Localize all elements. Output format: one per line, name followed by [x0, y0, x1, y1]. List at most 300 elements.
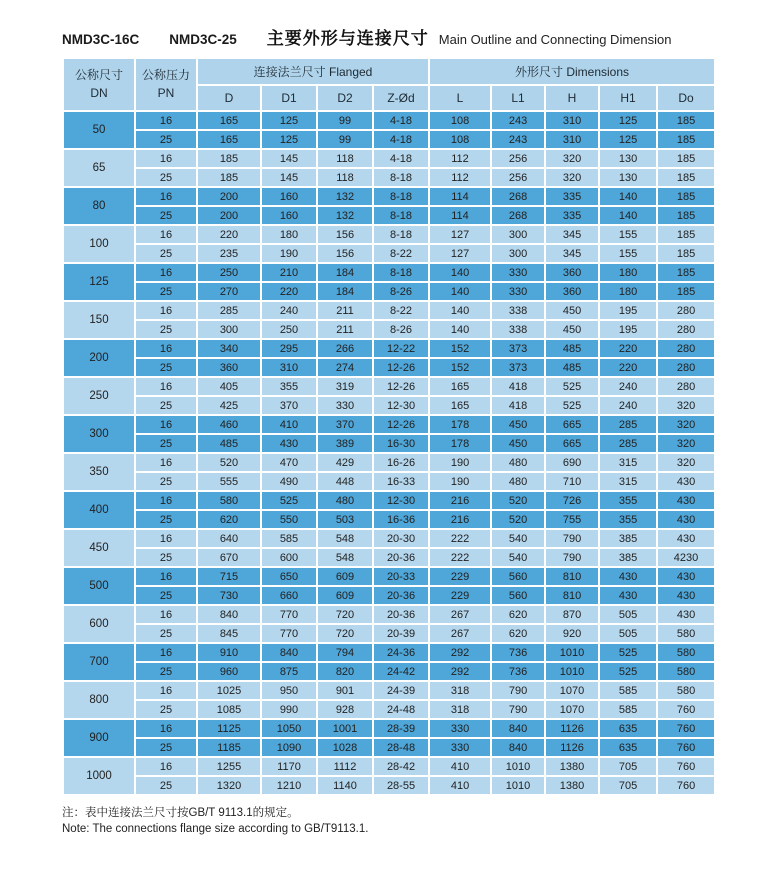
value-cell: 430: [658, 530, 714, 547]
value-cell: 840: [262, 644, 316, 661]
value-cell: 12-26: [374, 416, 428, 433]
value-cell: 118: [318, 150, 372, 167]
value-cell: 460: [198, 416, 260, 433]
table-row: [64, 720, 714, 737]
value-cell: 280: [658, 378, 714, 395]
value-cell: 285: [600, 435, 656, 452]
value-cell: 145: [262, 150, 316, 167]
header-pn: [136, 59, 196, 110]
value-cell: 156: [318, 226, 372, 243]
value-cell: 430: [658, 568, 714, 585]
dn-cell: 400: [64, 492, 134, 528]
value-cell: 505: [600, 606, 656, 623]
pn-cell: 16: [136, 606, 196, 623]
value-cell: 320: [658, 435, 714, 452]
pn-cell: 25: [136, 321, 196, 338]
value-cell: 140: [600, 207, 656, 224]
value-cell: 315: [600, 454, 656, 471]
pn-cell: 16: [136, 150, 196, 167]
value-cell: 178: [430, 435, 490, 452]
value-cell: 485: [546, 359, 598, 376]
value-cell: 330: [318, 397, 372, 414]
value-cell: 267: [430, 625, 490, 642]
value-cell: 160: [262, 188, 316, 205]
value-cell: 430: [600, 568, 656, 585]
value-cell: 760: [658, 701, 714, 718]
value-cell: 185: [658, 169, 714, 186]
value-cell: 318: [430, 682, 490, 699]
value-cell: 268: [492, 188, 544, 205]
value-cell: 520: [492, 511, 544, 528]
value-cell: 550: [262, 511, 316, 528]
dn-cell: 80: [64, 188, 134, 224]
value-cell: 470: [262, 454, 316, 471]
model-number-1: NMD3C-16C: [62, 32, 140, 47]
dn-cell: 1000: [64, 758, 134, 794]
value-cell: 243: [492, 112, 544, 129]
value-cell: 345: [546, 245, 598, 262]
value-cell: 450: [492, 435, 544, 452]
header-col-D1: D1: [262, 86, 316, 110]
header-col-H1: H1: [600, 86, 656, 110]
value-cell: 165: [430, 378, 490, 395]
value-cell: 280: [658, 340, 714, 357]
value-cell: 195: [600, 302, 656, 319]
value-cell: 609: [318, 587, 372, 604]
value-cell: 222: [430, 549, 490, 566]
value-cell: 28-55: [374, 777, 428, 794]
value-cell: 525: [262, 492, 316, 509]
value-cell: 184: [318, 264, 372, 281]
spec-table: [62, 57, 716, 796]
value-cell: 160: [262, 207, 316, 224]
value-cell: 12-30: [374, 397, 428, 414]
value-cell: 24-39: [374, 682, 428, 699]
value-cell: 320: [658, 397, 714, 414]
value-cell: 385: [600, 549, 656, 566]
spec-table-body: [64, 112, 714, 794]
table-row: [64, 397, 714, 414]
value-cell: 280: [658, 359, 714, 376]
value-cell: 220: [198, 226, 260, 243]
pn-cell: 25: [136, 207, 196, 224]
value-cell: 8-22: [374, 245, 428, 262]
value-cell: 185: [658, 150, 714, 167]
pn-cell: 25: [136, 587, 196, 604]
value-cell: 155: [600, 245, 656, 262]
value-cell: 425: [198, 397, 260, 414]
value-cell: 794: [318, 644, 372, 661]
value-cell: 620: [492, 625, 544, 642]
table-row: [64, 606, 714, 623]
value-cell: 320: [546, 150, 598, 167]
value-cell: 220: [262, 283, 316, 300]
pn-cell: 16: [136, 454, 196, 471]
table-row: [64, 131, 714, 148]
page-title: [62, 24, 671, 49]
value-cell: 330: [430, 739, 490, 756]
value-cell: 12-26: [374, 359, 428, 376]
value-cell: 1210: [262, 777, 316, 794]
dn-cell: 200: [64, 340, 134, 376]
dn-cell: 150: [64, 302, 134, 338]
pn-cell: 25: [136, 435, 196, 452]
value-cell: 24-36: [374, 644, 428, 661]
value-cell: 770: [262, 625, 316, 642]
pn-cell: 16: [136, 226, 196, 243]
pn-cell: 25: [136, 245, 196, 262]
value-cell: 715: [198, 568, 260, 585]
value-cell: 1010: [492, 777, 544, 794]
value-cell: 200: [198, 188, 260, 205]
value-cell: 355: [600, 511, 656, 528]
table-row: [64, 739, 714, 756]
value-cell: 1001: [318, 720, 372, 737]
pn-cell: 25: [136, 473, 196, 490]
value-cell: 1028: [318, 739, 372, 756]
pn-cell: 25: [136, 701, 196, 718]
value-cell: 485: [198, 435, 260, 452]
value-cell: 705: [600, 777, 656, 794]
value-cell: 8-18: [374, 226, 428, 243]
value-cell: 190: [430, 454, 490, 471]
value-cell: 820: [318, 663, 372, 680]
value-cell: 165: [198, 131, 260, 148]
value-cell: 127: [430, 226, 490, 243]
value-cell: 910: [198, 644, 260, 661]
value-cell: 990: [262, 701, 316, 718]
value-cell: 20-30: [374, 530, 428, 547]
value-cell: 185: [658, 245, 714, 262]
value-cell: 430: [658, 587, 714, 604]
value-cell: 130: [600, 150, 656, 167]
value-cell: 180: [262, 226, 316, 243]
value-cell: 560: [492, 568, 544, 585]
value-cell: 285: [198, 302, 260, 319]
value-cell: 345: [546, 226, 598, 243]
value-cell: 20-39: [374, 625, 428, 642]
dn-cell: 50: [64, 112, 134, 148]
value-cell: 4-18: [374, 150, 428, 167]
value-cell: 1320: [198, 777, 260, 794]
value-cell: 256: [492, 150, 544, 167]
dn-cell: 350: [64, 454, 134, 490]
value-cell: 185: [658, 226, 714, 243]
value-cell: 185: [198, 169, 260, 186]
value-cell: 114: [430, 188, 490, 205]
value-cell: 240: [262, 302, 316, 319]
value-cell: 99: [318, 112, 372, 129]
value-cell: 790: [492, 701, 544, 718]
value-cell: 1025: [198, 682, 260, 699]
value-cell: 790: [546, 530, 598, 547]
table-row: [64, 568, 714, 585]
table-row: [64, 454, 714, 471]
value-cell: 1010: [492, 758, 544, 775]
footnote-chinese: 注：表中连接法兰尺寸按GB/T 9113.1的规定。: [62, 807, 299, 819]
value-cell: 650: [262, 568, 316, 585]
value-cell: 180: [600, 283, 656, 300]
value-cell: 155: [600, 226, 656, 243]
value-cell: 430: [600, 587, 656, 604]
value-cell: 140: [430, 302, 490, 319]
header-col-H: H: [546, 86, 598, 110]
value-cell: 540: [492, 530, 544, 547]
value-cell: 220: [600, 359, 656, 376]
spec-table-header: [64, 59, 714, 110]
value-cell: 720: [318, 606, 372, 623]
value-cell: 28-39: [374, 720, 428, 737]
value-cell: 99: [318, 131, 372, 148]
value-cell: 355: [262, 378, 316, 395]
dn-cell: 800: [64, 682, 134, 718]
table-row: [64, 473, 714, 490]
table-row: [64, 359, 714, 376]
value-cell: 1185: [198, 739, 260, 756]
value-cell: 580: [658, 644, 714, 661]
value-cell: 505: [600, 625, 656, 642]
value-cell: 405: [198, 378, 260, 395]
value-cell: 335: [546, 207, 598, 224]
value-cell: 20-36: [374, 606, 428, 623]
value-cell: 920: [546, 625, 598, 642]
value-cell: 4230: [658, 549, 714, 566]
value-cell: 335: [546, 188, 598, 205]
value-cell: 24-42: [374, 663, 428, 680]
pn-cell: 25: [136, 283, 196, 300]
value-cell: 620: [198, 511, 260, 528]
table-row: [64, 492, 714, 509]
value-cell: 152: [430, 359, 490, 376]
value-cell: 1170: [262, 758, 316, 775]
footnotes: [62, 806, 368, 837]
value-cell: 635: [600, 739, 656, 756]
value-cell: 185: [198, 150, 260, 167]
value-cell: 165: [198, 112, 260, 129]
value-cell: 338: [492, 321, 544, 338]
value-cell: 960: [198, 663, 260, 680]
value-cell: 736: [492, 663, 544, 680]
value-cell: 580: [658, 663, 714, 680]
value-cell: 840: [492, 720, 544, 737]
value-cell: 28-42: [374, 758, 428, 775]
value-cell: 125: [600, 131, 656, 148]
value-cell: 130: [600, 169, 656, 186]
value-cell: 430: [658, 606, 714, 623]
value-cell: 20-33: [374, 568, 428, 585]
value-cell: 310: [546, 131, 598, 148]
pn-cell: 16: [136, 644, 196, 661]
value-cell: 389: [318, 435, 372, 452]
value-cell: 370: [318, 416, 372, 433]
value-cell: 185: [658, 112, 714, 129]
pn-cell: 25: [136, 511, 196, 528]
value-cell: 585: [600, 701, 656, 718]
pn-cell: 25: [136, 739, 196, 756]
value-cell: 118: [318, 169, 372, 186]
value-cell: 525: [600, 644, 656, 661]
pn-cell: 25: [136, 169, 196, 186]
value-cell: 268: [492, 207, 544, 224]
value-cell: 20-36: [374, 587, 428, 604]
header-pn-sub: PN: [157, 85, 175, 100]
dn-cell: 65: [64, 150, 134, 186]
value-cell: 300: [492, 226, 544, 243]
value-cell: 4-18: [374, 131, 428, 148]
value-cell: 318: [430, 701, 490, 718]
value-cell: 125: [600, 112, 656, 129]
pn-cell: 16: [136, 416, 196, 433]
header-col-Z-Od: Z-Ød: [374, 86, 428, 110]
pn-cell: 16: [136, 340, 196, 357]
value-cell: 480: [318, 492, 372, 509]
pn-cell: 25: [136, 549, 196, 566]
value-cell: 16-30: [374, 435, 428, 452]
table-row: [64, 511, 714, 528]
value-cell: 112: [430, 150, 490, 167]
value-cell: 448: [318, 473, 372, 490]
value-cell: 450: [546, 321, 598, 338]
value-cell: 8-22: [374, 302, 428, 319]
table-row: [64, 701, 714, 718]
value-cell: 450: [546, 302, 598, 319]
value-cell: 185: [658, 207, 714, 224]
table-row: [64, 378, 714, 395]
value-cell: 185: [658, 264, 714, 281]
value-cell: 330: [492, 264, 544, 281]
value-cell: 560: [492, 587, 544, 604]
value-cell: 16-33: [374, 473, 428, 490]
value-cell: 1010: [546, 663, 598, 680]
value-cell: 280: [658, 321, 714, 338]
value-cell: 755: [546, 511, 598, 528]
value-cell: 1085: [198, 701, 260, 718]
value-cell: 292: [430, 644, 490, 661]
value-cell: 320: [658, 416, 714, 433]
table-row: [64, 245, 714, 262]
value-cell: 132: [318, 188, 372, 205]
value-cell: 370: [262, 397, 316, 414]
value-cell: 8-26: [374, 283, 428, 300]
value-cell: 1070: [546, 682, 598, 699]
value-cell: 1380: [546, 777, 598, 794]
value-cell: 710: [546, 473, 598, 490]
value-cell: 490: [262, 473, 316, 490]
value-cell: 840: [492, 739, 544, 756]
value-cell: 216: [430, 511, 490, 528]
table-row: [64, 207, 714, 224]
pn-cell: 25: [136, 359, 196, 376]
dn-cell: 250: [64, 378, 134, 414]
value-cell: 730: [198, 587, 260, 604]
pn-cell: 16: [136, 530, 196, 547]
value-cell: 292: [430, 663, 490, 680]
value-cell: 320: [546, 169, 598, 186]
value-cell: 185: [658, 188, 714, 205]
dn-cell: 450: [64, 530, 134, 566]
header-dn-zh: 公称尺寸: [74, 68, 123, 83]
value-cell: 760: [658, 758, 714, 775]
table-row: [64, 264, 714, 281]
value-cell: 520: [198, 454, 260, 471]
value-cell: 1112: [318, 758, 372, 775]
value-cell: 8-18: [374, 207, 428, 224]
pn-cell: 16: [136, 112, 196, 129]
value-cell: 1050: [262, 720, 316, 737]
value-cell: 760: [658, 777, 714, 794]
value-cell: 410: [430, 758, 490, 775]
header-col-Do: Do: [658, 86, 714, 110]
table-row: [64, 188, 714, 205]
value-cell: 300: [198, 321, 260, 338]
value-cell: 280: [658, 302, 714, 319]
value-cell: 840: [198, 606, 260, 623]
value-cell: 310: [262, 359, 316, 376]
value-cell: 240: [600, 378, 656, 395]
value-cell: 810: [546, 568, 598, 585]
dn-cell: 125: [64, 264, 134, 300]
value-cell: 705: [600, 758, 656, 775]
value-cell: 580: [658, 682, 714, 699]
value-cell: 555: [198, 473, 260, 490]
value-cell: 373: [492, 359, 544, 376]
value-cell: 585: [262, 530, 316, 547]
value-cell: 585: [600, 682, 656, 699]
value-cell: 520: [492, 492, 544, 509]
value-cell: 222: [430, 530, 490, 547]
value-cell: 580: [198, 492, 260, 509]
value-cell: 1140: [318, 777, 372, 794]
value-cell: 250: [198, 264, 260, 281]
dn-cell: 100: [64, 226, 134, 262]
value-cell: 140: [430, 283, 490, 300]
value-cell: 503: [318, 511, 372, 528]
pn-cell: 25: [136, 625, 196, 642]
pn-cell: 16: [136, 492, 196, 509]
value-cell: 418: [492, 378, 544, 395]
header-pn-zh: 公称压力: [141, 68, 190, 83]
value-cell: 950: [262, 682, 316, 699]
value-cell: 430: [658, 473, 714, 490]
footnote-english: Note: The connections flange size according to GB/T9113.1.: [62, 822, 369, 835]
value-cell: 360: [546, 283, 598, 300]
pn-cell: 16: [136, 568, 196, 585]
value-cell: 125: [262, 112, 316, 129]
title-english: Main Outline and Connecting Dimension: [438, 32, 672, 47]
value-cell: 418: [492, 397, 544, 414]
pn-cell: 16: [136, 758, 196, 775]
pn-cell: 25: [136, 663, 196, 680]
value-cell: 185: [658, 131, 714, 148]
value-cell: 810: [546, 587, 598, 604]
table-row: [64, 587, 714, 604]
value-cell: 726: [546, 492, 598, 509]
value-cell: 1070: [546, 701, 598, 718]
value-cell: 660: [262, 587, 316, 604]
value-cell: 216: [430, 492, 490, 509]
header-flanged-group: 连接法兰尺寸 Flanged: [198, 59, 428, 84]
value-cell: 195: [600, 321, 656, 338]
model-number-2: NMD3C-25: [169, 32, 237, 47]
value-cell: 525: [546, 397, 598, 414]
value-cell: 267: [430, 606, 490, 623]
value-cell: 525: [600, 663, 656, 680]
value-cell: 108: [430, 112, 490, 129]
table-row: [64, 625, 714, 642]
value-cell: 1380: [546, 758, 598, 775]
value-cell: 875: [262, 663, 316, 680]
value-cell: 12-30: [374, 492, 428, 509]
